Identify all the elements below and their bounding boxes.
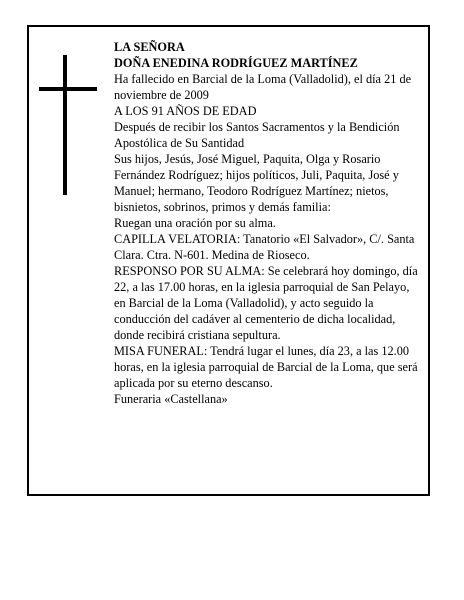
cross-horizontal-bar (39, 87, 97, 91)
notice-title: LA SEÑORA (114, 40, 185, 54)
sacraments-statement: Después de recibir los Santos Sacramentos y la Bendición Apostólica de Su Santidad (114, 120, 400, 150)
prayer-request: Ruegan una oración por su alma. (114, 216, 276, 230)
mass-info: MISA FUNERAL: Tendrá lugar el lunes, día 23, a las 12.00 horas, en la iglesia parroquial de Barcial de la Loma, que será aplicada por su eterno descanso. (114, 344, 418, 390)
death-statement: Ha fallecido en Barcial de la Loma (Valladolid), el día 21 de noviembre de 2009 (114, 72, 412, 102)
age-statement: A LOS 91 AÑOS DE EDAD (114, 104, 257, 118)
responso-info: RESPONSO POR SU ALMA: Se celebrará hoy domingo, día 22, a las 17.00 horas, en la iglesia parroquial de San Pelayo, en Barcial de la Loma (Valladolid), y acto seguido la conducción del cadáver al cementerio de dicha localidad, donde recibirá cristiana sepultura. (114, 264, 418, 342)
cross-vertical-bar (63, 55, 67, 195)
family-statement: Sus hijos, Jesús, José Miguel, Paquita, Olga y Rosario Fernández Rodríguez; hijos políticos, Juli, Paquita, José y Manuel; hermano, Teodoro Rodríguez Martínez; nietos, bisnietos, sobrinos, primos y demás familia: (114, 152, 399, 214)
deceased-name: DOÑA ENEDINA RODRÍGUEZ MARTÍNEZ (114, 56, 358, 70)
chapel-info: CAPILLA VELATORIA: Tanatorio «El Salvador», C/. Santa Clara. Ctra. N-601. Medina de Rioseco. (114, 232, 415, 262)
funeral-home: Funeraria «Castellana» (114, 392, 228, 406)
obituary-text (114, 39, 420, 407)
